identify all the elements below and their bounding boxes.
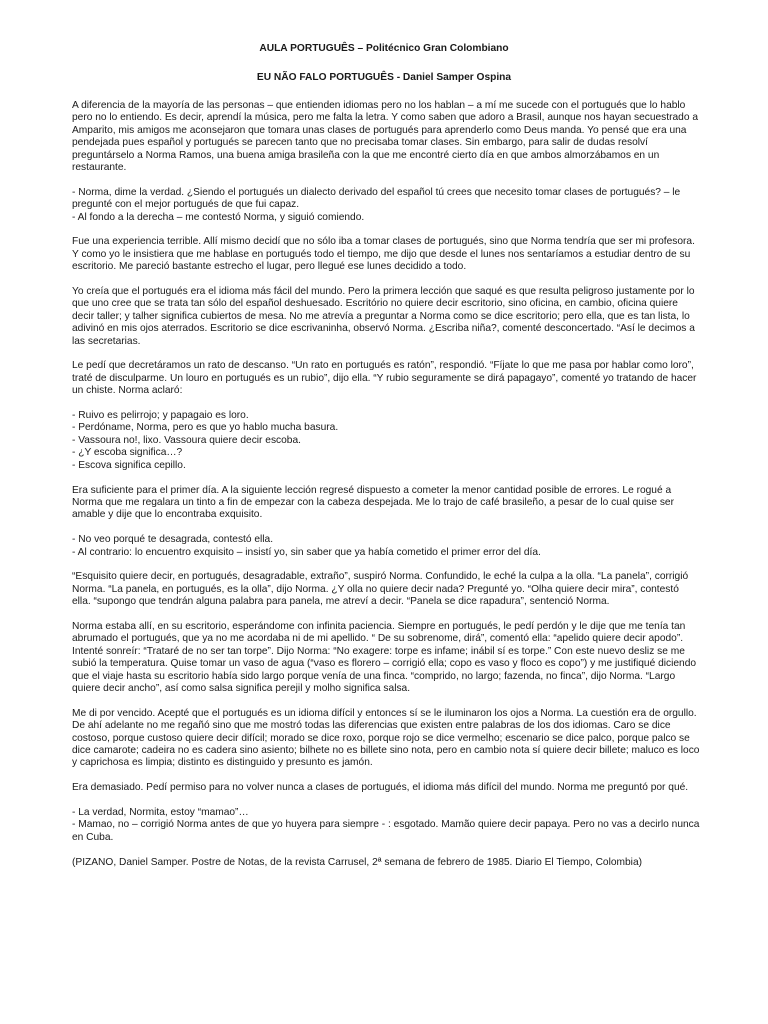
text-line: - Perdóname, Norma, pero es que yo hablo mucha basura. [72,422,339,434]
text-line: Me di por vencido. Acepté que el portugués es un idioma difícil y entonces sí se le iluminaron los ojos a Norma. La cuestión era de orgullo. De ahí adelante no me regañó sino que me mostró todas las diferencias que existen entre palabras de los dos idiomas. Caro se dice costoso, porque custoso quiere decir difícil; morado se dice roxo, porque rojo se dice vermelho; escenario se dice palco, porque palco se dice camarote; cadeira no es cadera sino asiento; bilhete no es billete sino nota, pero en cambio nota sí quiere decir billete; maluco es loco y caprichosa es limpia; distinto es distinguido y presunto es jamón. [72,707,700,769]
text-line: Fue una experiencia terrible. Allí mismo decidí que no sólo iba a tomar clases de portugués, sino que Norma tendría que ser mi profesora. Y como yo le insistiera que me hablase en portugués todo el tiempo, me dijo que desde el lunes nos sentaríamos a estudiar dentro de su escritorio. Me pareció bastante estrecho el lugar, pero llegué ese lunes decidido a todo. [72,236,695,273]
paragraph-1 [72,100,700,174]
text-line: - No veo porqué te desagrada, contestó ella. [72,534,274,546]
text-line: - La verdad, Normita, estoy “mamao”… [72,806,249,818]
text-line: Le pedí que decretáramos un rato de descanso. “Un rato en portugués es ratón”, respondió. “Fíjate lo que me pasa por hablar como loro”, traté de disculparme. Un louro en portugués es un rubio”, dijo ella. “Y rubio seguramente se dirá papagayo”, comenté yo tratando de hacer un chiste. Norma aclaró: [72,360,697,397]
text-line: “Esquisito quiere decir, en portugués, desagradable, extraño”, suspiró Norma. Confundido, le eché la culpa a la olla. “La panela”, corrigió Norma. “La panela, en portugués, es la olla”, dijo Norma. ¿Y olla no quiere decir nada? Pregunté yo. “Olha quiere decir mira”, contestó ella. “supongo que tendrán alguna palabra para panela, me atreví a decir. “Panela se dice rapadura”, sentenció Norma. [72,571,689,608]
paragraph-3 [72,236,700,273]
paragraph-4 [72,286,700,348]
text-line: Norma estaba allí, en su escritorio, esperándome con infinita paciencia. Siempre en portugués, le pedí perdón y le dije que me tenía tan abrumado el portugués, que ya no me acordaba ni de mi apellido. “ De su sobrenome, dirá”, comentó ella: “apelido quiere decir apodo”. Intenté sonreír: “Trataré de no ser tan torpe”. Dijo Norma: “No exagere: torpe es infame; inábil sí es torpe.” Con este nuevo desliz se me subió la temperatura. Quise tomar un vaso de agua (“vaso es florero – corrigió ella; copo es vaso y floco es copo”) y me justifiqué diciendo que el viaje hasta su escritorio había sido largo porque venía de una finca. “comprido, no largo; fazenda, no finca”, dijo Norma. “Largo quiere decir ancho”, así como salsa significa perejil y molho significa salsa. [72,620,697,694]
article-title: EU NÃO FALO PORTUGUÊS - Daniel Samper Ospina [256,72,512,83]
paragraph-8 [72,534,700,559]
text-line: Era suficiente para el primer día. A la siguiente lección regresé dispuesto a cometer la menor cantidad posible de errores. Le rogué a Norma que me regalara un tinto a fin de empezar con la cabeza despejada. Me lo trajo de café brasileño, a pesar de lo cual quise ser amable y dije que lo encontraba exquisito. [72,484,674,521]
text-line: - Norma, dime la verdad. ¿Siendo el portugués un dialecto derivado del español tú crees que necesito tomar clases de portugués? – le pregunté con el mejor portugués de que fui capaz. [72,186,681,211]
paragraph-7 [72,485,700,522]
paragraph-2 [72,187,700,224]
text-line: - Al fondo a la derecha – me contestó Norma, y siguió comiendo. [72,211,365,223]
text-line: Yo creía que el portugués era el idioma más fácil del mundo. Pero la primera lección que saqué es que resulta peligroso justamente por lo que uno cree que se trata tan sólo del español deshuesado. Escritório no quiere decir escritorio, sino oficina, en cambio, oficina quiere decir taller; y talher significa cubiertos de mesa. No me atrevía a preguntar a Norma como se dice escritorio; pero ella, que es tan lista, lo adivinó en mis ojos aterrados. Escritorio se dice escrivaninha, observó Norma. ¿Escriba niña?, comenté desconcertado. “Así le decimos a las secretarias. [72,286,695,347]
text-line: Era demasiado. Pedí permiso para no volver nunca a clases de portugués, el idioma más difícil del mundo. Norma me preguntó por qué. [72,782,689,794]
citation [72,857,700,869]
header-title: AULA PORTUGUÊS – Politécnico Gran Colombiano [259,43,509,54]
text-line: - ¿Y escoba significa…? [72,447,183,459]
text-line: - Mamao, no – corrigió Norma antes de que yo huyera para siempre - : esgotado. Mamão quiere decir papaya. Pero no vas a decirlo nunca en Cuba. [72,819,700,843]
paragraph-5 [72,360,700,397]
paragraph-9 [72,571,700,608]
text-line: - Escova significa cepillo. [72,459,186,471]
text-line: (PIZANO, Daniel Samper. Postre de Notas, de la revista Carrusel, 2ª semana de febrero de 1985. Diario El Tiempo, Colombia) [72,856,643,868]
paragraph-12 [72,782,700,794]
paragraph-11 [72,708,700,770]
article-body [72,100,700,881]
text-line: - Vassoura no!, lixo. Vassoura quiere decir escoba. [72,434,301,446]
text-line: A diferencia de la mayoría de las personas – que entienden idiomas pero no los hablan – a mí me sucede con el portugués que lo hablo pero no lo entiendo. Es decir, aprendí la música, pero me falta la letra. Y como saben que adoro a Brasil, aunque nos hayan secuestrado a Amparito, mis amigos me aconsejaron que tomara unas clases de portugués para aprenderlo como Deus manda. Yo pensé que era una pendejada pues español y portugués se parecen tanto que no precisaba tomar clases. Sin embargo, para salir de dudas resolví preguntárselo a Norma Ramos, una buena amiga brasileña con la que me encontré cierto día en que ambos almorzábamos en un restaurante. [72,100,698,174]
text-line: - Al contrario: lo encuentro exquisito – insistí yo, sin saber que ya había cometido el primer error del día. [72,546,541,558]
text-line: - Ruivo es pelirrojo; y papagaio es loro. [72,410,249,422]
paragraph-6 [72,410,700,472]
paragraph-10 [72,621,700,695]
paragraph-13 [72,807,700,844]
